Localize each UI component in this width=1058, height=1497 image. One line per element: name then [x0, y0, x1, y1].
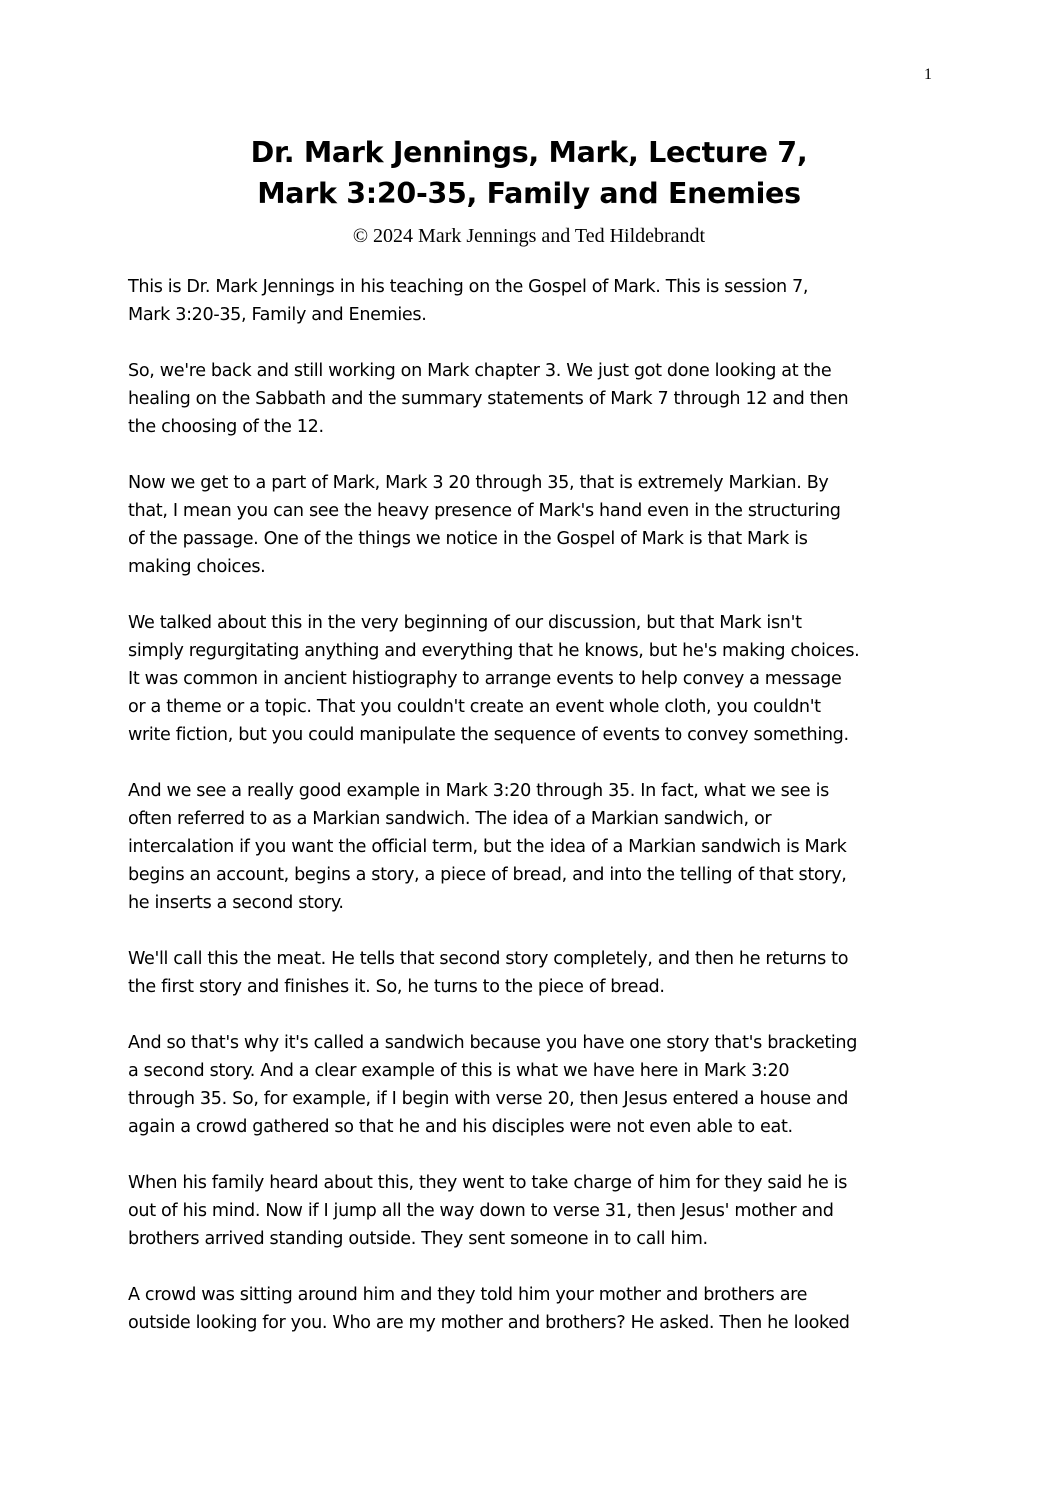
text-line: write fiction, but you could manipulate the sequence of events to convey something. [128, 725, 849, 745]
text-line: out of his mind. Now if I jump all the way down to verse 31, then Jesus' mother and [128, 1201, 834, 1221]
paragraph [128, 1281, 944, 1337]
text-line: simply regurgitating anything and everything that he knows, but he's making choices. [128, 641, 860, 661]
text-line: again a crowd gathered so that he and his disciples were not even able to eat. [128, 1117, 793, 1137]
text-line: It was common in ancient histiography to arrange events to help convey a message [128, 669, 842, 689]
text-line: We talked about this in the very beginning of our discussion, but that Mark isn't [128, 613, 802, 633]
paragraph [128, 1029, 944, 1141]
text-line: that, I mean you can see the heavy presence of Mark's hand even in the structuring [128, 501, 841, 521]
paragraph [128, 273, 944, 329]
text-line: When his family heard about this, they went to take charge of him for they said he is [128, 1173, 848, 1193]
text-line: Mark 3:20-35, Family and Enemies. [128, 305, 427, 325]
text-line: or a theme or a topic. That you couldn't create an event whole cloth, you couldn't [128, 697, 821, 717]
text-line: begins an account, begins a story, a piece of bread, and into the telling of that story, [128, 865, 847, 885]
page-number: 1 [924, 66, 932, 83]
text-line: through 35. So, for example, if I begin with verse 20, then Jesus entered a house and [128, 1089, 849, 1109]
paragraph [128, 945, 944, 1001]
text-line: brothers arrived standing outside. They sent someone in to call him. [128, 1229, 708, 1249]
paragraph [128, 357, 944, 441]
text-line: We'll call this the meat. He tells that second story completely, and then he returns to [128, 949, 849, 969]
text-line: often referred to as a Markian sandwich. The idea of a Markian sandwich, or [128, 809, 772, 829]
text-line: healing on the Sabbath and the summary statements of Mark 7 through 12 and then [128, 389, 849, 409]
text-line: So, we're back and still working on Mark chapter 3. We just got done looking at the [128, 361, 832, 381]
text-line: And so that's why it's called a sandwich because you have one story that's bracketing [128, 1033, 858, 1053]
text-line: making choices. [128, 557, 266, 577]
text-line: A crowd was sitting around him and they told him your mother and brothers are [128, 1285, 808, 1305]
text-line: This is Dr. Mark Jennings in his teaching on the Gospel of Mark. This is session 7, [128, 277, 809, 297]
text-line: And we see a really good example in Mark 3:20 through 35. In fact, what we see is [128, 781, 829, 801]
paragraph [128, 777, 944, 917]
text-line: a second story. And a clear example of this is what we have here in Mark 3:20 [128, 1061, 790, 1081]
document-title [0, 132, 1058, 214]
document-body [128, 273, 944, 1365]
paragraph [128, 609, 944, 749]
title-line-1: Dr. Mark Jennings, Mark, Lecture 7, [250, 136, 808, 169]
copyright-line: © 2024 Mark Jennings and Ted Hildebrandt [352, 225, 706, 247]
text-line: the choosing of the 12. [128, 417, 324, 437]
text-line: of the passage. One of the things we notice in the Gospel of Mark is that Mark is [128, 529, 808, 549]
text-line: the first story and finishes it. So, he turns to the piece of bread. [128, 977, 665, 997]
paragraph [128, 1169, 944, 1253]
text-line: he inserts a second story. [128, 893, 344, 913]
text-line: outside looking for you. Who are my mother and brothers? He asked. Then he looked [128, 1313, 850, 1333]
text-line: Now we get to a part of Mark, Mark 3 20 through 35, that is extremely Markian. By [128, 473, 829, 493]
paragraph [128, 469, 944, 581]
title-line-2: Mark 3:20-35, Family and Enemies [257, 177, 801, 210]
text-line: intercalation if you want the official term, but the idea of a Markian sandwich is Mark [128, 837, 847, 857]
